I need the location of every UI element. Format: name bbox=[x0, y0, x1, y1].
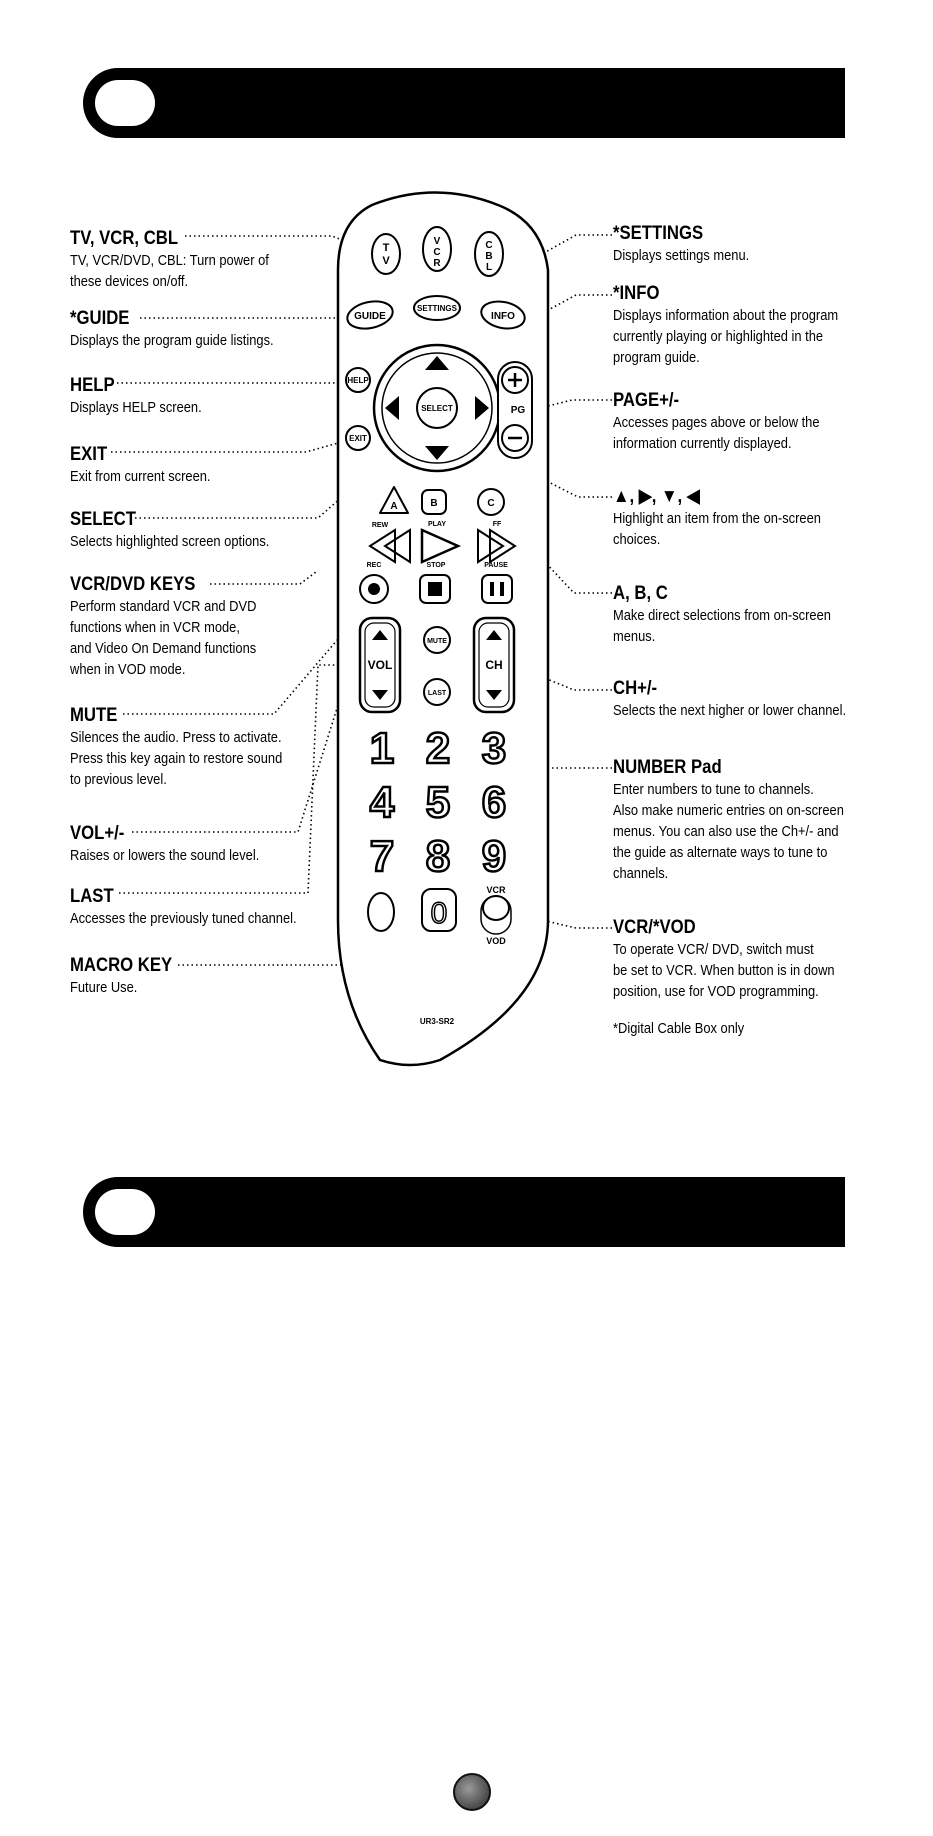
annot-title: TV, VCR, CBL bbox=[70, 228, 179, 249]
digit-8-button[interactable]: 8 bbox=[425, 832, 451, 881]
cbl-label-l: L bbox=[485, 262, 493, 273]
page-up-button[interactable] bbox=[502, 367, 528, 393]
power-cbl-button[interactable] bbox=[475, 232, 503, 276]
annot-title: LAST bbox=[70, 886, 114, 907]
mute-label: MUTE bbox=[427, 638, 447, 645]
annot-desc: Perform standard VCR and DVD functions when in VCR mode, and Video On Demand functions when in VOD mode. bbox=[70, 598, 257, 678]
digit-4-button[interactable]: 4 bbox=[369, 778, 395, 827]
digit-5-button[interactable]: 5 bbox=[425, 778, 451, 827]
annot-title: *GUIDE bbox=[70, 308, 130, 329]
ch-label: CH bbox=[485, 658, 503, 672]
annot-title: *INFO bbox=[613, 283, 660, 304]
vcr-label-v: V bbox=[433, 236, 441, 247]
digit-0-label: 0 bbox=[430, 897, 448, 930]
digit-3-button[interactable]: 3 bbox=[481, 724, 507, 773]
digit-2-button[interactable]: 2 bbox=[425, 724, 451, 773]
annot-desc: To operate VCR/ DVD, switch must be set to VCR. When button is in down position, use for VOD programming. bbox=[613, 941, 835, 1000]
exit-button[interactable] bbox=[346, 426, 370, 450]
b-label: B bbox=[430, 498, 438, 509]
annot-desc: Highlight an item from the on-screen choices. bbox=[613, 510, 821, 548]
annot-desc: Selects highlighted screen options. bbox=[70, 533, 270, 550]
cbl-label-c: C bbox=[485, 240, 493, 251]
tv-label-v: V bbox=[382, 255, 390, 267]
play-label: PLAY bbox=[427, 521, 447, 528]
channel-rocker bbox=[474, 618, 514, 712]
power-vcr-button[interactable] bbox=[423, 227, 451, 271]
annot-desc: Exit from current screen. bbox=[70, 468, 211, 485]
exit-label: EXIT bbox=[349, 434, 367, 443]
annot-desc: Enter numbers to tune to channels. Also make numeric entries on on-screen menus. You can also use the Ch+/- and the guide as alternate ways to tune to channels. bbox=[613, 781, 844, 882]
rec-label: REC bbox=[366, 562, 382, 569]
cbl-label-b: B bbox=[485, 251, 493, 262]
pause-label: PAUSE bbox=[484, 562, 508, 569]
annot-desc: Raises or lowers the sound level. bbox=[70, 847, 260, 864]
rew-label: REW bbox=[371, 522, 389, 529]
annot-desc: Displays the program guide listings. bbox=[70, 332, 274, 349]
page-rocker bbox=[498, 362, 532, 458]
pause-button[interactable] bbox=[482, 575, 512, 603]
model-label: UR3-SR2 bbox=[419, 1017, 455, 1026]
last-label: LAST bbox=[427, 690, 447, 697]
annot-title: VOL+/- bbox=[70, 823, 125, 844]
digit-0-button[interactable] bbox=[422, 889, 456, 931]
switch-vod-label: VOD bbox=[486, 936, 506, 946]
select-label: SELECT bbox=[421, 404, 453, 413]
annot-desc: TV, VCR/DVD, CBL: Turn power of these devices on/off. bbox=[70, 252, 269, 290]
c-label: C bbox=[487, 498, 495, 509]
settings-button[interactable] bbox=[414, 296, 460, 320]
mute-button[interactable] bbox=[424, 627, 450, 653]
annot-title: A, B, C bbox=[613, 583, 668, 604]
digit-9-button[interactable]: 9 bbox=[481, 832, 507, 881]
annot-title: MUTE bbox=[70, 705, 118, 726]
annot-title: *SETTINGS bbox=[613, 223, 704, 244]
ff-label: FF bbox=[492, 521, 502, 528]
vol-label: VOL bbox=[367, 658, 393, 672]
guide-label: GUIDE bbox=[354, 311, 386, 322]
annot-desc: Accesses pages above or below the information currently displayed. bbox=[613, 414, 820, 452]
annot-title: SELECT bbox=[70, 509, 136, 530]
help-button[interactable] bbox=[346, 368, 370, 392]
digit-1-button[interactable]: 1 bbox=[369, 724, 395, 773]
stop-label: STOP bbox=[426, 562, 446, 569]
c-button[interactable] bbox=[478, 489, 504, 515]
info-label: INFO bbox=[491, 311, 515, 322]
help-label: HELP bbox=[347, 376, 369, 385]
annot-title: EXIT bbox=[70, 444, 108, 465]
volume-rocker bbox=[360, 618, 400, 712]
macro-key-button[interactable] bbox=[368, 893, 394, 931]
annot-desc: Silences the audio. Press to activate. Press this key again to restore sound to previous level. bbox=[70, 729, 283, 788]
annot-desc: Displays settings menu. bbox=[613, 247, 750, 264]
pg-label: PG bbox=[510, 405, 526, 416]
navigation-pad bbox=[374, 345, 500, 471]
record-button[interactable] bbox=[360, 575, 388, 603]
number-pad bbox=[370, 724, 506, 881]
annot-title: VCR/*VOD bbox=[613, 917, 696, 938]
digit-6-button[interactable]: 6 bbox=[481, 778, 507, 827]
settings-label: SETTINGS bbox=[416, 304, 458, 313]
a-label: A bbox=[390, 501, 398, 512]
vcr-label-c: C bbox=[433, 247, 441, 258]
power-tv-button[interactable] bbox=[372, 234, 400, 274]
last-button[interactable] bbox=[424, 679, 450, 705]
annot-desc: Accesses the previously tuned channel. bbox=[70, 910, 297, 927]
annot-desc: Make direct selections from on-screen menus. bbox=[613, 607, 831, 645]
annot-title: CH+/- bbox=[613, 678, 658, 699]
annot-title: MACRO KEY bbox=[70, 955, 173, 976]
annot-desc: Selects the next higher or lower channel. bbox=[613, 702, 847, 719]
switch-vcr-label: VCR bbox=[486, 885, 506, 895]
annot-desc: Displays information about the program currently playing or highlighted in the program guide. bbox=[613, 307, 839, 366]
digit-7-button[interactable]: 7 bbox=[369, 832, 395, 881]
annot-desc: Displays HELP screen. bbox=[70, 399, 202, 416]
tv-label-t: T bbox=[382, 242, 390, 254]
page-down-button[interactable] bbox=[502, 425, 528, 451]
page-marker-dot bbox=[453, 1773, 491, 1811]
annot-title: PAGE+/- bbox=[613, 390, 680, 411]
annot-desc: Future Use. bbox=[70, 979, 138, 996]
annot-title: HELP bbox=[70, 375, 115, 396]
annot-title: ▲, ▶, ▼, ◀ bbox=[613, 486, 700, 507]
b-button[interactable] bbox=[422, 490, 446, 514]
annot-title: NUMBER Pad bbox=[613, 757, 722, 778]
stop-button[interactable] bbox=[420, 575, 450, 603]
annot-title: VCR/DVD KEYS bbox=[70, 574, 196, 595]
select-button[interactable] bbox=[417, 388, 457, 428]
vcr-label-r: R bbox=[433, 258, 441, 269]
footnote: *Digital Cable Box only bbox=[613, 1020, 745, 1037]
